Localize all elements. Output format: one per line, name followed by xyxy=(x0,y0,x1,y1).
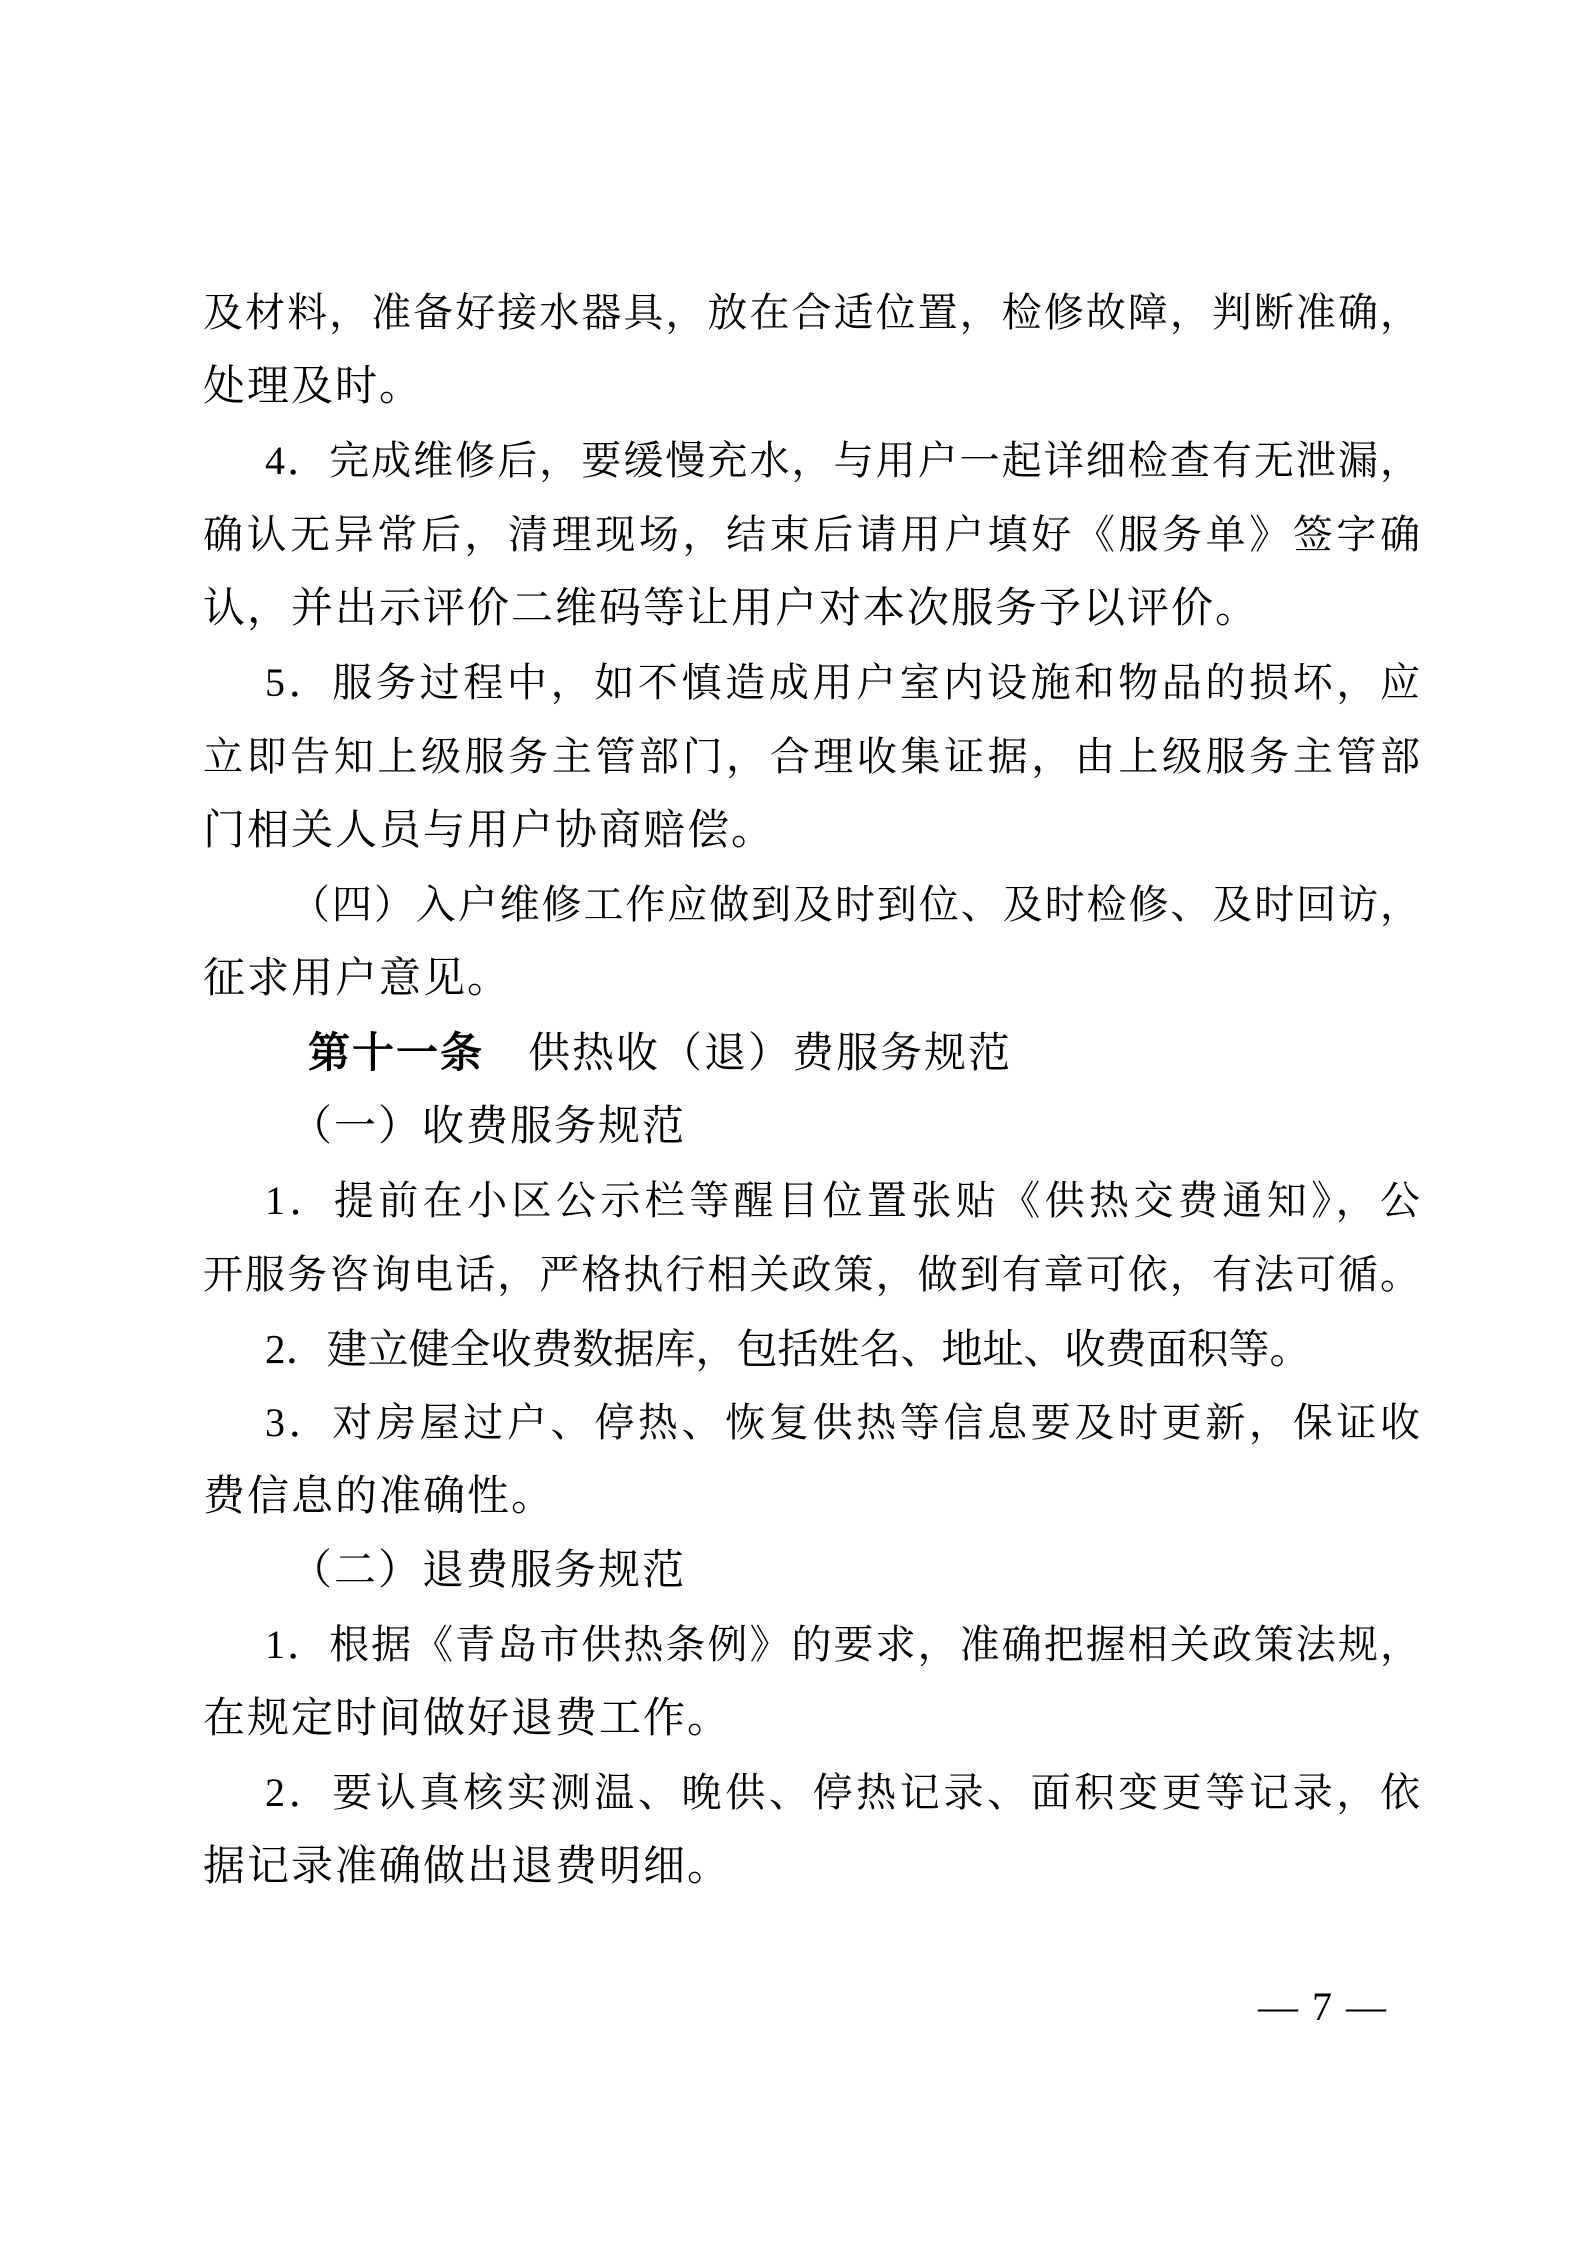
text-line: 立即告知上级服务主管部门，合理收集证据，由上级服务主管部 xyxy=(203,734,1420,779)
heading-line xyxy=(203,1016,1420,1090)
text-line: 费信息的准确性。 xyxy=(203,1474,556,1520)
text-line: 及材料，准备好接水器具，放在合适位置，检修故障，判断准确， xyxy=(203,290,1420,335)
text-line: 1．根据《青岛市供热条例》的要求，准确把握相关政策法规， xyxy=(265,1622,1420,1667)
article-heading-text: 供热收（退）费服务规范 xyxy=(528,1031,1013,1077)
text-block xyxy=(203,276,1420,1904)
text-line: （四）入户维修工作应做到及时到位、及时检修、及时回访， xyxy=(290,882,1420,927)
text-line: 在规定时间做好退费工作。 xyxy=(203,1696,732,1742)
text-line: 4．完成维修后，要缓慢充水，与用户一起详细检查有无泄漏， xyxy=(265,438,1420,483)
text-line: （二）退费服务规范 xyxy=(290,1548,687,1594)
text-line: 征求用户意见。 xyxy=(203,956,512,1002)
text-line: 开服务咨询电话，严格执行相关政策，做到有章可依，有法可循。 xyxy=(203,1252,1420,1297)
text-line: 2．要认真核实测温、晚供、停热记录、面积变更等记录，依 xyxy=(265,1770,1420,1815)
text-line: 认，并出示评价二维码等让用户对本次服务予以评价。 xyxy=(203,586,1260,632)
article-heading-bold: 第十一条 xyxy=(308,1029,485,1076)
text-line: 确认无异常后，清理现场，结束后请用户填好《服务单》签字确 xyxy=(203,512,1420,557)
text-line: 5．服务过程中，如不慎造成用户室内设施和物品的损坏，应 xyxy=(265,660,1420,705)
text-line: 3．对房屋过户、停热、恢复供热等信息要及时更新，保证收 xyxy=(265,1400,1420,1445)
text-line: 1．提前在小区公示栏等醒目位置张贴《供热交费通知》，公 xyxy=(265,1178,1420,1223)
text-line: 据记录准确做出退费明细。 xyxy=(203,1844,732,1890)
page-number: — 7 — xyxy=(1258,1984,1388,2029)
text-line: （一）收费服务规范 xyxy=(290,1104,687,1150)
text-line: 处理及时。 xyxy=(203,364,424,410)
text-line: 2．建立健全收费数据库，包括姓名、地址、收费面积等。 xyxy=(265,1326,1311,1372)
text-line: 门相关人员与用户协商赔偿。 xyxy=(203,808,776,854)
